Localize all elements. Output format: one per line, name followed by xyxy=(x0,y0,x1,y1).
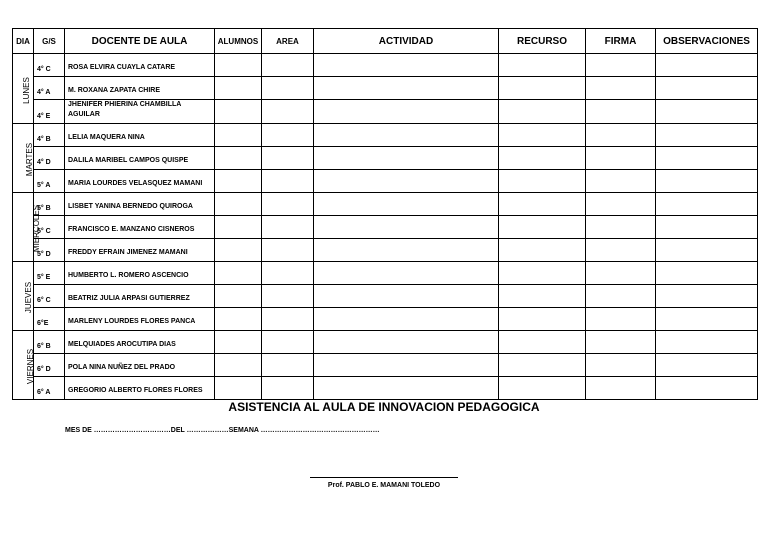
grade-section-cell: 5° C xyxy=(34,216,65,239)
area-cell[interactable] xyxy=(262,377,314,400)
table-row xyxy=(13,193,758,216)
day-label: MARTES xyxy=(25,142,35,177)
grade-section-cell: 6° D xyxy=(34,354,65,377)
observaciones-cell[interactable] xyxy=(656,331,758,354)
observaciones-cell[interactable] xyxy=(656,239,758,262)
area-cell[interactable] xyxy=(262,124,314,147)
grade-section-cell: 5° B xyxy=(34,193,65,216)
actividad-cell[interactable] xyxy=(314,100,499,124)
month-week-line: MES DE ……………………………DEL ………………SEMANA …………………………………………… xyxy=(65,427,380,434)
recurso-cell[interactable] xyxy=(499,77,586,100)
observaciones-cell[interactable] xyxy=(656,377,758,400)
firma-cell[interactable] xyxy=(586,193,656,216)
firma-cell[interactable] xyxy=(586,54,656,77)
observaciones-cell[interactable] xyxy=(656,100,758,124)
observaciones-cell[interactable] xyxy=(656,147,758,170)
table-row xyxy=(13,331,758,354)
header-dia: DIA xyxy=(13,29,34,54)
grade-section-cell: 4° C xyxy=(34,54,65,77)
page-title: ASISTENCIA AL AULA DE INNOVACION PEDAGOGICA xyxy=(228,400,540,414)
grade-section-cell: 6° C xyxy=(34,285,65,308)
alumnos-cell[interactable] xyxy=(215,54,262,77)
actividad-cell[interactable] xyxy=(314,147,499,170)
firma-cell[interactable] xyxy=(586,170,656,193)
teacher-name-cell: GREGORIO ALBERTO FLORES FLORES xyxy=(65,377,215,400)
area-cell[interactable] xyxy=(262,239,314,262)
area-cell[interactable] xyxy=(262,100,314,124)
teacher-name-cell: FRANCISCO E. MANZANO CISNEROS xyxy=(65,216,215,239)
day-label: JUEVES xyxy=(24,281,34,314)
observaciones-cell[interactable] xyxy=(656,54,758,77)
actividad-cell[interactable] xyxy=(314,285,499,308)
recurso-cell[interactable] xyxy=(499,285,586,308)
table-row xyxy=(13,354,758,377)
actividad-cell[interactable] xyxy=(314,262,499,285)
teacher-name-cell: M. ROXANA ZAPATA CHIRE xyxy=(65,77,215,100)
recurso-cell[interactable] xyxy=(499,262,586,285)
alumnos-cell[interactable] xyxy=(215,239,262,262)
observaciones-cell[interactable] xyxy=(656,124,758,147)
teacher-name-cell: MARLENY LOURDES FLORES PANCA xyxy=(65,308,215,331)
alumnos-cell[interactable] xyxy=(215,216,262,239)
day-label: VIERNES xyxy=(26,348,36,385)
recurso-cell[interactable] xyxy=(499,100,586,124)
firma-cell[interactable] xyxy=(586,354,656,377)
recurso-cell[interactable] xyxy=(499,54,586,77)
area-cell[interactable] xyxy=(262,285,314,308)
alumnos-cell[interactable] xyxy=(215,331,262,354)
alumnos-cell[interactable] xyxy=(215,262,262,285)
table-row xyxy=(13,170,758,193)
alumnos-cell[interactable] xyxy=(215,147,262,170)
header-firma: FIRMA xyxy=(586,29,656,54)
recurso-cell[interactable] xyxy=(499,354,586,377)
observaciones-cell[interactable] xyxy=(656,170,758,193)
day-cell xyxy=(13,193,42,262)
table-row xyxy=(13,216,758,239)
grade-section-cell: 6°E xyxy=(34,308,65,331)
table-row xyxy=(13,54,758,77)
teacher-name-cell: DALILA MARIBEL CAMPOS QUISPE xyxy=(65,147,215,170)
header-docente: DOCENTE DE AULA xyxy=(65,29,215,54)
actividad-cell[interactable] xyxy=(314,331,499,354)
firma-cell[interactable] xyxy=(586,216,656,239)
day-cell xyxy=(13,124,34,193)
actividad-cell[interactable] xyxy=(314,77,499,100)
area-cell[interactable] xyxy=(262,147,314,170)
recurso-cell[interactable] xyxy=(499,216,586,239)
observaciones-cell[interactable] xyxy=(656,308,758,331)
alumnos-cell[interactable] xyxy=(215,77,262,100)
day-label: LUNES xyxy=(21,76,31,104)
grade-section-cell: 5° D xyxy=(34,239,65,262)
teacher-name-cell: MARIA LOURDES VELASQUEZ MAMANI xyxy=(65,170,215,193)
area-cell[interactable] xyxy=(262,170,314,193)
observaciones-cell[interactable] xyxy=(656,354,758,377)
alumnos-cell[interactable] xyxy=(215,193,262,216)
day-cell xyxy=(13,262,34,331)
actividad-cell[interactable] xyxy=(314,377,499,400)
recurso-cell[interactable] xyxy=(499,239,586,262)
actividad-cell[interactable] xyxy=(314,216,499,239)
header-area: AREA xyxy=(262,29,314,54)
teacher-name-cell: POLA NINA NUÑEZ DEL PRADO xyxy=(65,354,215,377)
grade-section-cell: 4° E xyxy=(34,100,65,124)
recurso-cell[interactable] xyxy=(499,331,586,354)
observaciones-cell[interactable] xyxy=(656,193,758,216)
recurso-cell[interactable] xyxy=(499,170,586,193)
firma-cell[interactable] xyxy=(586,124,656,147)
teacher-name-cell: BEATRIZ JULIA ARPASI GUTIERREZ xyxy=(65,285,215,308)
actividad-cell[interactable] xyxy=(314,124,499,147)
recurso-cell[interactable] xyxy=(499,147,586,170)
day-cell xyxy=(13,54,34,124)
observaciones-cell[interactable] xyxy=(656,216,758,239)
recurso-cell[interactable] xyxy=(499,124,586,147)
table-row xyxy=(13,100,758,124)
area-cell[interactable] xyxy=(262,77,314,100)
signature-line xyxy=(310,477,458,478)
teacher-name-cell: LISBET YANINA BERNEDO QUIROGA xyxy=(65,193,215,216)
header-actividad: ACTIVIDAD xyxy=(314,29,499,54)
teacher-name-cell: FREDDY EFRAIN JIMENEZ MAMANI xyxy=(65,239,215,262)
table-row xyxy=(13,147,758,170)
alumnos-cell[interactable] xyxy=(215,377,262,400)
area-cell[interactable] xyxy=(262,193,314,216)
actividad-cell[interactable] xyxy=(314,354,499,377)
firma-cell[interactable] xyxy=(586,285,656,308)
teacher-name-cell: JHENIFER PHIERINA CHAMBILLA AGUILAR xyxy=(65,100,215,124)
table-row xyxy=(13,77,758,100)
alumnos-cell[interactable] xyxy=(215,308,262,331)
grade-section-cell: 4° B xyxy=(34,124,65,147)
firma-cell[interactable] xyxy=(586,308,656,331)
alumnos-cell[interactable] xyxy=(215,100,262,124)
table-row xyxy=(13,124,758,147)
table-row xyxy=(13,262,758,285)
firma-cell[interactable] xyxy=(586,377,656,400)
table-row xyxy=(13,308,758,331)
table-row xyxy=(13,239,758,262)
alumnos-cell[interactable] xyxy=(215,170,262,193)
recurso-cell[interactable] xyxy=(499,193,586,216)
area-cell[interactable] xyxy=(262,216,314,239)
firma-cell[interactable] xyxy=(586,331,656,354)
firma-cell[interactable] xyxy=(586,77,656,100)
firma-cell[interactable] xyxy=(586,147,656,170)
teacher-name-cell: MELQUIADES AROCUTIPA DIAS xyxy=(65,331,215,354)
actividad-cell[interactable] xyxy=(314,239,499,262)
area-cell[interactable] xyxy=(262,331,314,354)
recurso-cell[interactable] xyxy=(499,308,586,331)
alumnos-cell[interactable] xyxy=(215,285,262,308)
day-label: MIERCOLES xyxy=(32,204,42,253)
grade-section-cell: 6° B xyxy=(34,331,65,354)
table-row xyxy=(13,285,758,308)
attendance-table xyxy=(12,28,758,400)
header-observaciones: OBSERVACIONES xyxy=(656,29,758,54)
firma-cell[interactable] xyxy=(586,262,656,285)
firma-cell[interactable] xyxy=(586,239,656,262)
teacher-name-cell: ROSA ELVIRA CUAYLA CATARE xyxy=(65,54,215,77)
header-recurso: RECURSO xyxy=(499,29,586,54)
header-alumnos: ALUMNOS xyxy=(215,29,262,54)
signature-name: Prof. PABLO E. MAMANI TOLEDO xyxy=(327,482,441,489)
grade-section-cell: 4° D xyxy=(34,147,65,170)
day-cell xyxy=(13,331,34,400)
grade-section-cell: 5° E xyxy=(34,262,65,285)
area-cell[interactable] xyxy=(262,354,314,377)
observaciones-cell[interactable] xyxy=(656,285,758,308)
actividad-cell[interactable] xyxy=(314,170,499,193)
header-row xyxy=(13,29,758,54)
firma-cell[interactable] xyxy=(586,100,656,124)
area-cell[interactable] xyxy=(262,262,314,285)
alumnos-cell[interactable] xyxy=(215,124,262,147)
actividad-cell[interactable] xyxy=(314,193,499,216)
teacher-name-cell: HUMBERTO L. ROMERO ASCENCIO xyxy=(65,262,215,285)
area-cell[interactable] xyxy=(262,308,314,331)
header-gs: G/S xyxy=(34,29,65,54)
teacher-name-cell: LELIA MAQUERA NINA xyxy=(65,124,215,147)
area-cell[interactable] xyxy=(262,54,314,77)
alumnos-cell[interactable] xyxy=(215,354,262,377)
grade-section-cell: 5° A xyxy=(34,170,65,193)
grade-section-cell: 6° A xyxy=(34,377,65,400)
observaciones-cell[interactable] xyxy=(656,262,758,285)
table-row xyxy=(13,377,758,400)
recurso-cell[interactable] xyxy=(499,377,586,400)
actividad-cell[interactable] xyxy=(314,308,499,331)
observaciones-cell[interactable] xyxy=(656,77,758,100)
actividad-cell[interactable] xyxy=(314,54,499,77)
grade-section-cell: 4° A xyxy=(34,77,65,100)
